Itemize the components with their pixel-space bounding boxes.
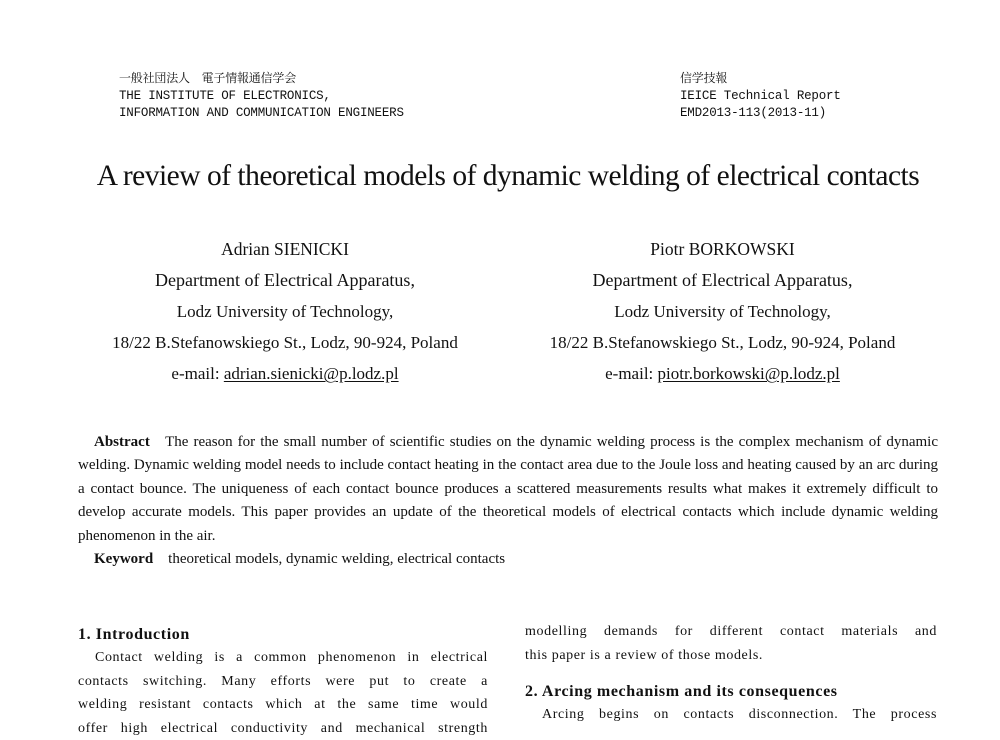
paper-title: A review of theoretical models of dynamic welding of electrical contacts xyxy=(0,160,1000,193)
author-name: Piotr BORKOWSKI xyxy=(525,234,920,265)
report-type: IEICE Technical Report xyxy=(680,88,841,106)
author-university: Lodz University of Technology, xyxy=(90,296,480,327)
keyword-label: Keyword xyxy=(94,551,153,567)
keyword-text: theoretical models, dynamic welding, electrical contacts xyxy=(168,551,505,567)
author-name: Adrian SIENICKI xyxy=(90,234,480,265)
header-society-left xyxy=(119,70,404,123)
author-email-link[interactable]: piotr.borkowski@p.lodz.pl xyxy=(658,364,840,383)
author-department: Department of Electrical Apparatus, xyxy=(525,265,920,296)
section-heading-arcing: 2. Arcing mechanism and its consequences xyxy=(525,680,937,703)
body-line: contacts switching. Many efforts were put to create a xyxy=(78,670,488,694)
body-line: offer high electrical conductivity and mechanical strength xyxy=(78,717,488,740)
body-line: Contact welding is a common phenomenon in electrical xyxy=(78,646,488,670)
keyword-paragraph xyxy=(78,548,938,571)
email-label: e-mail: xyxy=(171,364,223,383)
author-block-1 xyxy=(90,234,480,389)
report-type-japanese: 信学技報 xyxy=(680,70,841,88)
author-email-line xyxy=(90,358,480,389)
author-block-2 xyxy=(525,234,920,389)
section-heading-introduction: 1. Introduction xyxy=(78,623,488,646)
abstract-paragraph xyxy=(78,431,938,548)
report-number: EMD2013-113(2013-11) xyxy=(680,105,841,123)
author-email-link[interactable]: adrian.sienicki@p.lodz.pl xyxy=(224,364,399,383)
body-line: Arcing begins on contacts disconnection. The process xyxy=(525,703,937,727)
body-line: this paper is a review of those models. xyxy=(525,644,937,668)
email-label: e-mail: xyxy=(605,364,657,383)
author-department: Department of Electrical Apparatus, xyxy=(90,265,480,296)
author-address: 18/22 B.Stefanowskiego St., Lodz, 90-924, Poland xyxy=(90,327,480,358)
abstract-section xyxy=(78,431,938,571)
author-email-line xyxy=(525,358,920,389)
body-line: welding resistant contacts which at the same time would xyxy=(78,693,488,717)
header-report-right xyxy=(680,70,841,123)
abstract-text: The reason for the small number of scientific studies on the dynamic welding process is the complex mechanism of dynamic welding. Dynamic welding model needs to include contact heating in the contact area due to the Joule loss and heating caused by an arc during a contact bounce. The uniqueness of each contact bounce produces a scattered measurements results what makes it extremely difficult to develop accurate models. This paper provides an update of the theoretical models of electrical contacts which include dynamic welding phenomenon in the air. xyxy=(78,434,938,544)
society-name-japanese: 一般社団法人 電子情報通信学会 xyxy=(119,70,404,88)
body-line: modelling demands for different contact materials and xyxy=(525,620,937,644)
column-right xyxy=(525,620,937,727)
author-address: 18/22 B.Stefanowskiego St., Lodz, 90-924, Poland xyxy=(525,327,920,358)
society-name-line2: INFORMATION AND COMMUNICATION ENGINEERS xyxy=(119,105,404,123)
society-name-line1: THE INSTITUTE OF ELECTRONICS, xyxy=(119,88,404,106)
column-left xyxy=(78,623,488,740)
author-university: Lodz University of Technology, xyxy=(525,296,920,327)
abstract-label: Abstract xyxy=(94,434,150,450)
